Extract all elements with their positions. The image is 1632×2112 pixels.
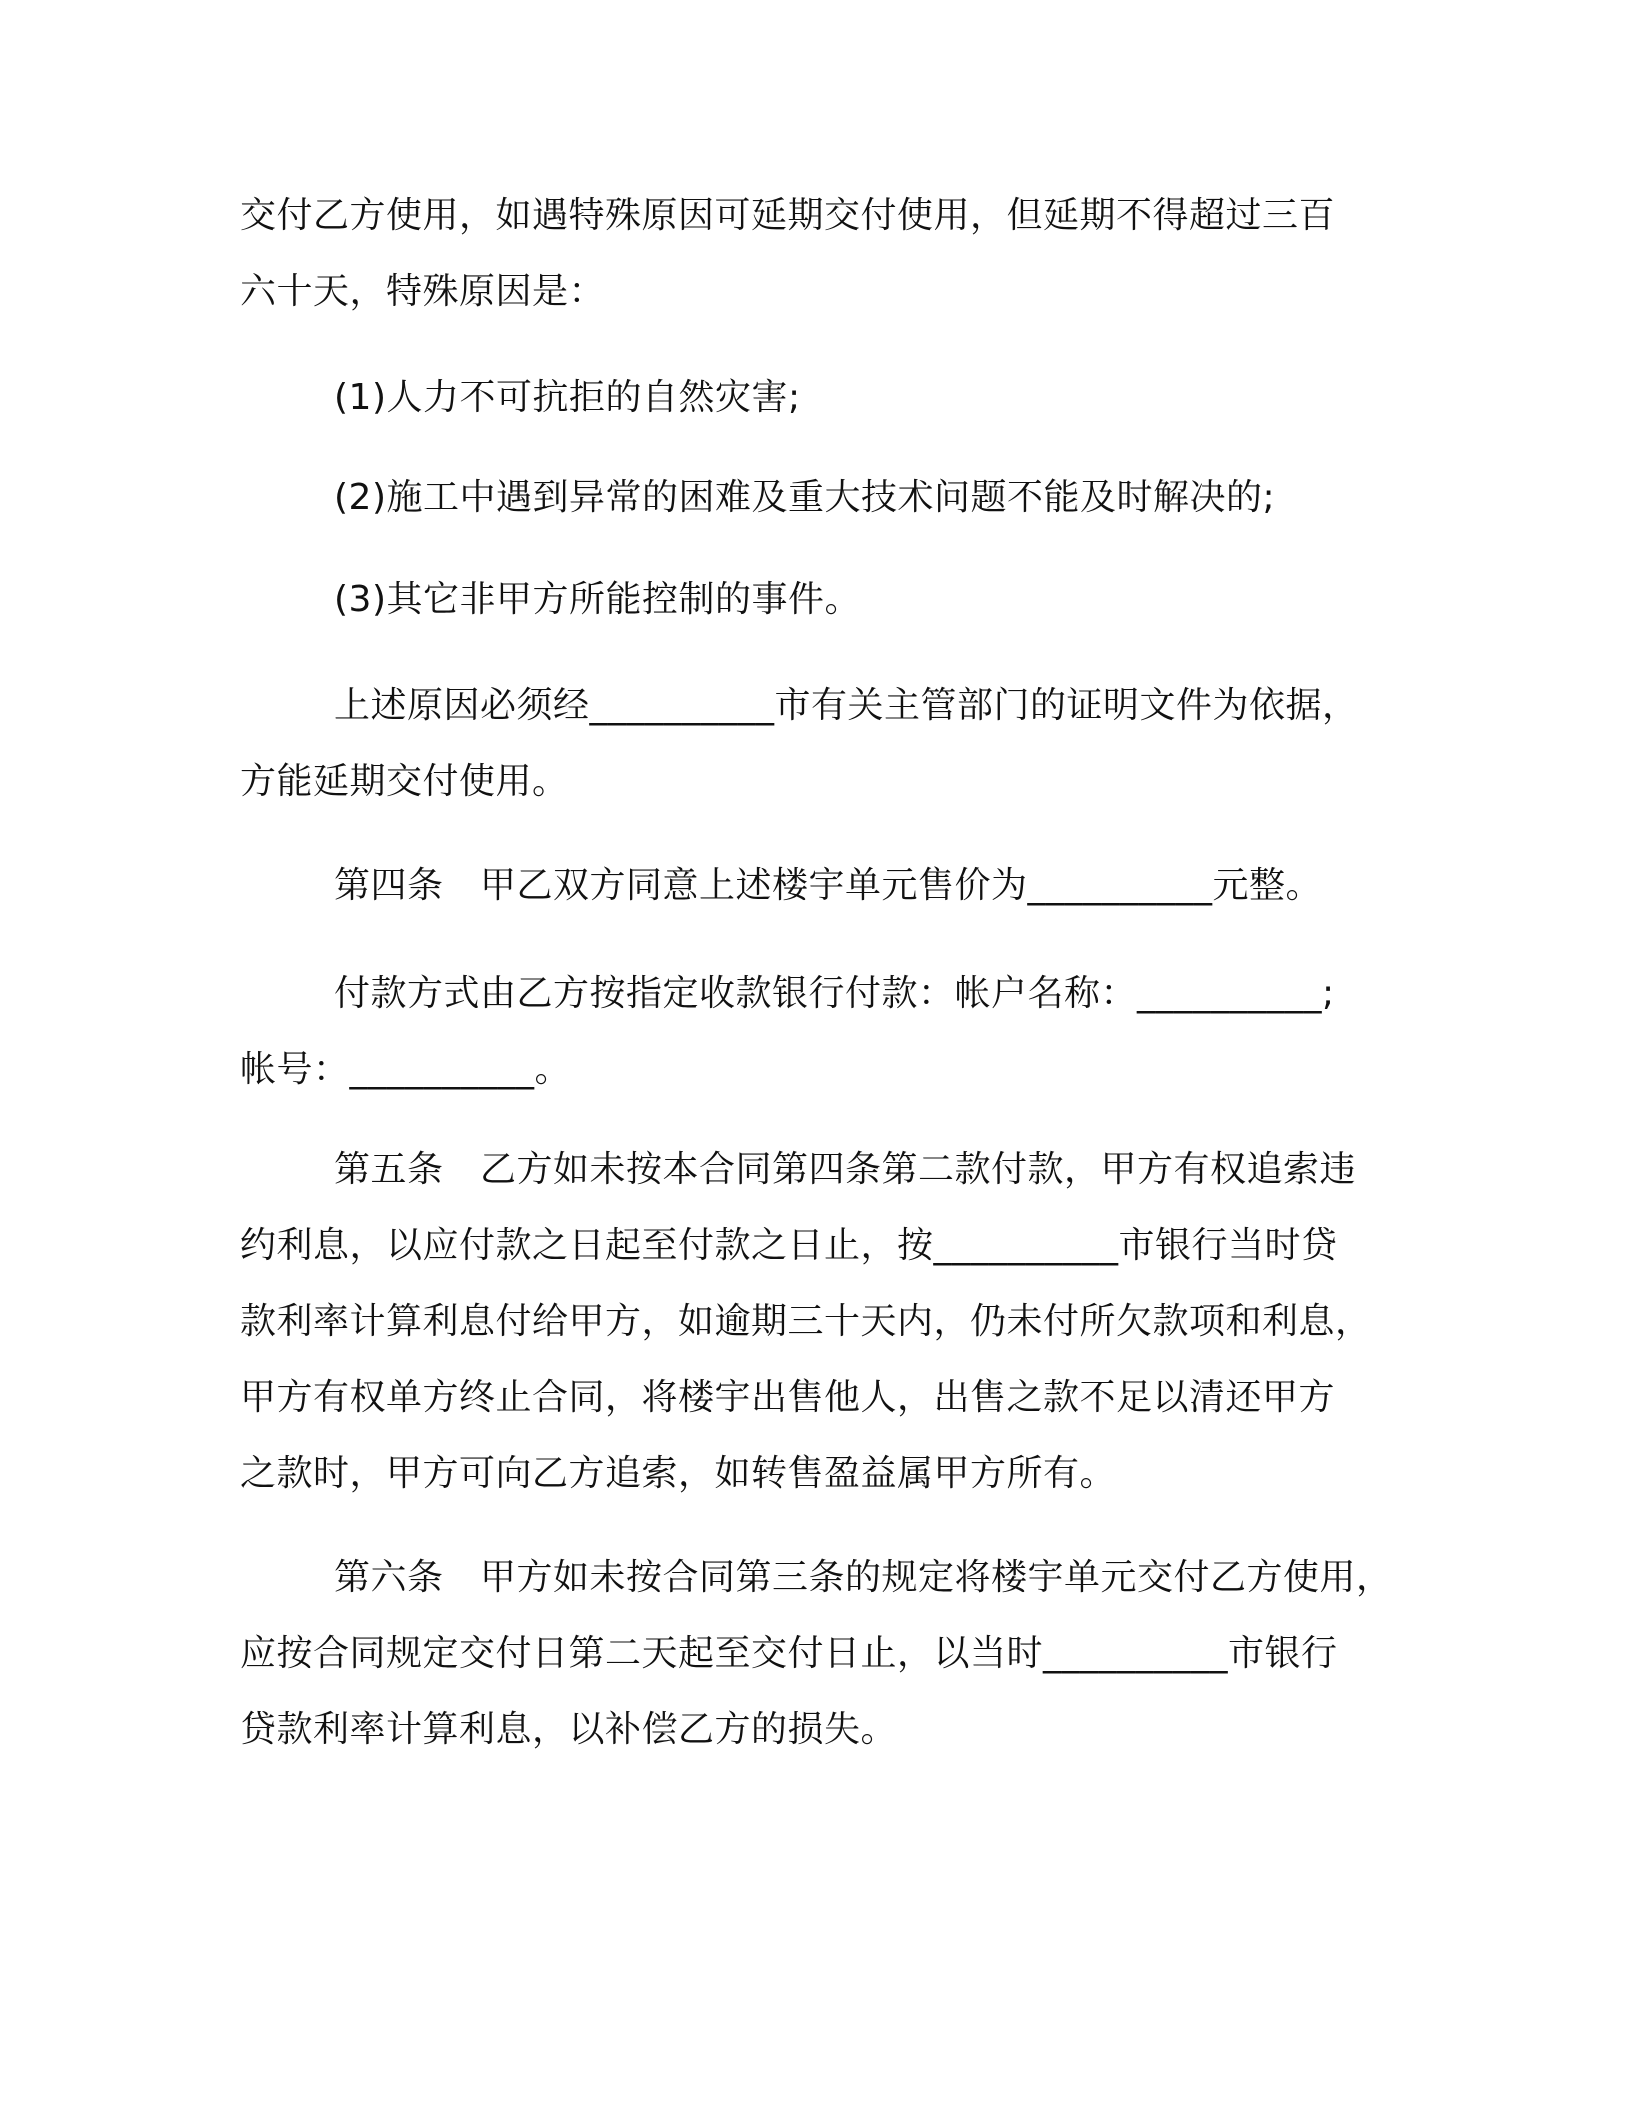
text-line: 款利率计算利息付给甲方，如逾期三十天内，仍未付所欠款项和利息， bbox=[240, 1301, 1372, 1342]
article-heading-line: 第五条 乙方如未按本合同第四条第二款付款，甲方有权追索违 bbox=[334, 1149, 1357, 1190]
text-line: 上述原因必须经__________市有关主管部门的证明文件为依据， bbox=[334, 685, 1359, 726]
article-heading-line: 第四条 甲乙双方同意上述楼宇单元售价为__________元整。 bbox=[334, 865, 1323, 906]
text-line: 付款方式由乙方按指定收款银行付款：帐户名称：__________; bbox=[334, 973, 1335, 1014]
text-line: 甲方有权单方终止合同，将楼宇出售他人，出售之款不足以清还甲方 bbox=[240, 1377, 1336, 1418]
text-line: 之款时，甲方可向乙方追索，如转售盈益属甲方所有。 bbox=[240, 1453, 1117, 1494]
list-item: (3)其它非甲方所能控制的事件。 bbox=[334, 579, 861, 620]
text-line: 贷款利率计算利息，以补偿乙方的损失。 bbox=[240, 1709, 898, 1750]
text-line: 方能延期交付使用。 bbox=[240, 761, 569, 802]
text-line: 帐号：__________。 bbox=[240, 1049, 572, 1090]
list-item: (1)人力不可抗拒的自然灾害; bbox=[334, 377, 801, 418]
text-line: 约利息，以应付款之日起至付款之日止，按__________市银行当时贷 bbox=[240, 1225, 1338, 1266]
list-item: (2)施工中遇到异常的困难及重大技术问题不能及时解决的; bbox=[334, 477, 1276, 518]
text-line: 六十天，特殊原因是： bbox=[240, 271, 606, 312]
text-line: 交付乙方使用，如遇特殊原因可延期交付使用，但延期不得超过三百 bbox=[240, 195, 1336, 236]
article-heading-line: 第六条 甲方如未按合同第三条的规定将楼宇单元交付乙方使用， bbox=[334, 1557, 1393, 1598]
text-line: 应按合同规定交付日第二天起至交付日止，以当时__________市银行 bbox=[240, 1633, 1338, 1674]
